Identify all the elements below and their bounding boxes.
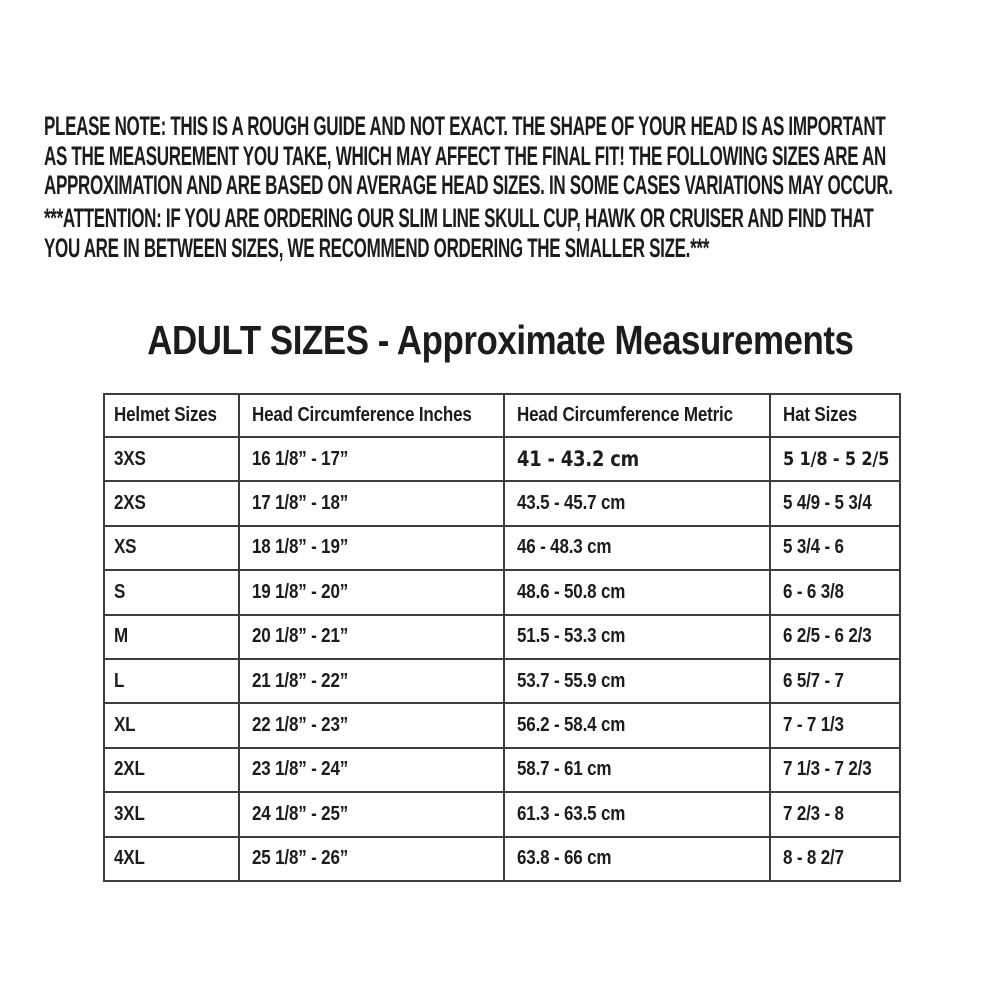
cell-text: 19 1/8” - 20” [252, 580, 349, 603]
helmet-size-cell [104, 481, 239, 525]
helmet-size-cell [104, 659, 239, 703]
cell-text: S [114, 580, 126, 603]
helmet-size-cell [104, 437, 239, 481]
metric-cell [504, 837, 770, 881]
table-row [104, 837, 900, 881]
cell-text: 61.3 - 63.5 cm [517, 802, 626, 825]
metric-cell [504, 615, 770, 659]
metric-cell [504, 659, 770, 703]
cell-text: M [114, 625, 128, 648]
note-line: AS THE MEASUREMENT YOU TAKE, WHICH MAY AFFECT THE FINAL FIT! THE FOLLOWING SIZES ARE AN [44, 140, 887, 171]
hat-size-cell [770, 703, 900, 747]
attention-paragraph [44, 204, 873, 263]
note-line: PLEASE NOTE: THIS IS A ROUGH GUIDE AND NOT EXACT. THE SHAPE OF YOUR HEAD IS AS IMPORTANT [44, 111, 886, 141]
cell-text: 2XS [114, 492, 146, 515]
table-row [104, 792, 900, 836]
attention-line: YOU ARE IN BETWEEN SIZES, WE RECOMMEND ORDERING THE SMALLER SIZE.*** [44, 232, 710, 263]
cell-text: 6 5/7 - 7 [783, 669, 844, 692]
cell-text: 46 - 48.3 cm [517, 536, 612, 559]
cell-text: 43.5 - 45.7 cm [517, 492, 626, 515]
cell-text: 41 - 43.2 cm [517, 446, 640, 471]
cell-text: 7 1/3 - 7 2/3 [783, 758, 872, 781]
hat-size-cell [770, 792, 900, 836]
inches-cell [239, 837, 504, 881]
cell-text: 4XL [114, 847, 145, 870]
please-note-paragraph [44, 112, 893, 201]
metric-cell [504, 437, 770, 481]
hat-size-cell [770, 748, 900, 792]
column-header-metric [504, 394, 770, 437]
cell-text: XL [114, 714, 136, 737]
hat-size-cell [770, 615, 900, 659]
cell-text: 53.7 - 55.9 cm [517, 669, 626, 692]
cell-text: 5 1/8 - 5 2/5 [783, 447, 890, 470]
metric-cell [504, 748, 770, 792]
cell-text: 3XS [114, 447, 146, 470]
inches-cell [239, 615, 504, 659]
cell-text: 17 1/8” - 18” [252, 492, 349, 515]
inches-cell [239, 481, 504, 525]
cell-text: 7 2/3 - 8 [783, 802, 844, 825]
table-row [104, 703, 900, 747]
helmet-size-cell [104, 703, 239, 747]
inches-cell [239, 526, 504, 570]
inches-cell [239, 659, 504, 703]
table-row [104, 570, 900, 614]
cell-text: 48.6 - 50.8 cm [517, 580, 626, 603]
metric-cell [504, 570, 770, 614]
table-row [104, 481, 900, 525]
cell-text: 20 1/8” - 21” [252, 625, 349, 648]
helmet-size-cell [104, 615, 239, 659]
column-header-helmet-sizes [104, 394, 239, 437]
helmet-size-cell [104, 570, 239, 614]
cell-text: 6 - 6 3/8 [783, 580, 844, 603]
table-header-row [104, 394, 900, 437]
table-row [104, 659, 900, 703]
cell-text: 24 1/8” - 25” [252, 802, 349, 825]
adult-sizes-table [103, 393, 901, 882]
metric-cell [504, 481, 770, 525]
inches-cell [239, 792, 504, 836]
attention-line: ***ATTENTION: IF YOU ARE ORDERING OUR SLIM LINE SKULL CUP, HAWK OR CRUISER AND FIND THAT [44, 203, 874, 233]
column-header-label: Hat Sizes [783, 404, 858, 426]
table-row [104, 748, 900, 792]
inches-cell [239, 437, 504, 481]
helmet-size-cell [104, 748, 239, 792]
section-title: ADULT SIZES - Approximate Measurements [146, 317, 854, 363]
helmet-size-cell [104, 837, 239, 881]
cell-text: 5 4/9 - 5 3/4 [783, 492, 872, 515]
cell-text: 21 1/8” - 22” [252, 669, 349, 692]
note-line: APPROXIMATION AND ARE BASED ON AVERAGE HEAD SIZES. IN SOME CASES VARIATIONS MAY OCCUR. [44, 170, 893, 200]
cell-text: 23 1/8” - 24” [252, 758, 349, 781]
hat-size-cell [770, 437, 900, 481]
hat-size-cell [770, 837, 900, 881]
column-header-label: Helmet Sizes [114, 404, 217, 426]
cell-text: 7 - 7 1/3 [783, 714, 844, 737]
cell-text: 25 1/8” - 26” [252, 847, 349, 870]
section-title-wrap [0, 317, 1000, 363]
inches-cell [239, 748, 504, 792]
metric-cell [504, 703, 770, 747]
cell-text: 56.2 - 58.4 cm [517, 714, 626, 737]
cell-text: 8 - 8 2/7 [783, 847, 844, 870]
column-header-inches [239, 394, 504, 437]
hat-size-cell [770, 526, 900, 570]
helmet-size-cell [104, 526, 239, 570]
cell-text: 63.8 - 66 cm [517, 847, 612, 870]
cell-text: 6 2/5 - 6 2/3 [783, 625, 872, 648]
metric-cell [504, 526, 770, 570]
cell-text: 3XL [114, 802, 145, 825]
cell-text: 58.7 - 61 cm [517, 758, 612, 781]
cell-text: L [114, 669, 125, 692]
metric-cell [504, 792, 770, 836]
inches-cell [239, 570, 504, 614]
table-row [104, 437, 900, 481]
helmet-size-cell [104, 792, 239, 836]
column-header-label: Head Circumference Metric [517, 404, 733, 426]
cell-text: 18 1/8” - 19” [252, 536, 349, 559]
table-row [104, 526, 900, 570]
cell-text: 2XL [114, 758, 145, 781]
cell-text: 51.5 - 53.3 cm [517, 625, 626, 648]
hat-size-cell [770, 481, 900, 525]
column-header-hat-sizes [770, 394, 900, 437]
cell-text: XS [114, 536, 137, 559]
column-header-label: Head Circumference Inches [252, 404, 472, 426]
cell-text: 5 3/4 - 6 [783, 536, 844, 559]
hat-size-cell [770, 570, 900, 614]
hat-size-cell [770, 659, 900, 703]
inches-cell [239, 703, 504, 747]
cell-text: 22 1/8” - 23” [252, 714, 349, 737]
table-row [104, 615, 900, 659]
cell-text: 16 1/8” - 17” [252, 447, 349, 470]
